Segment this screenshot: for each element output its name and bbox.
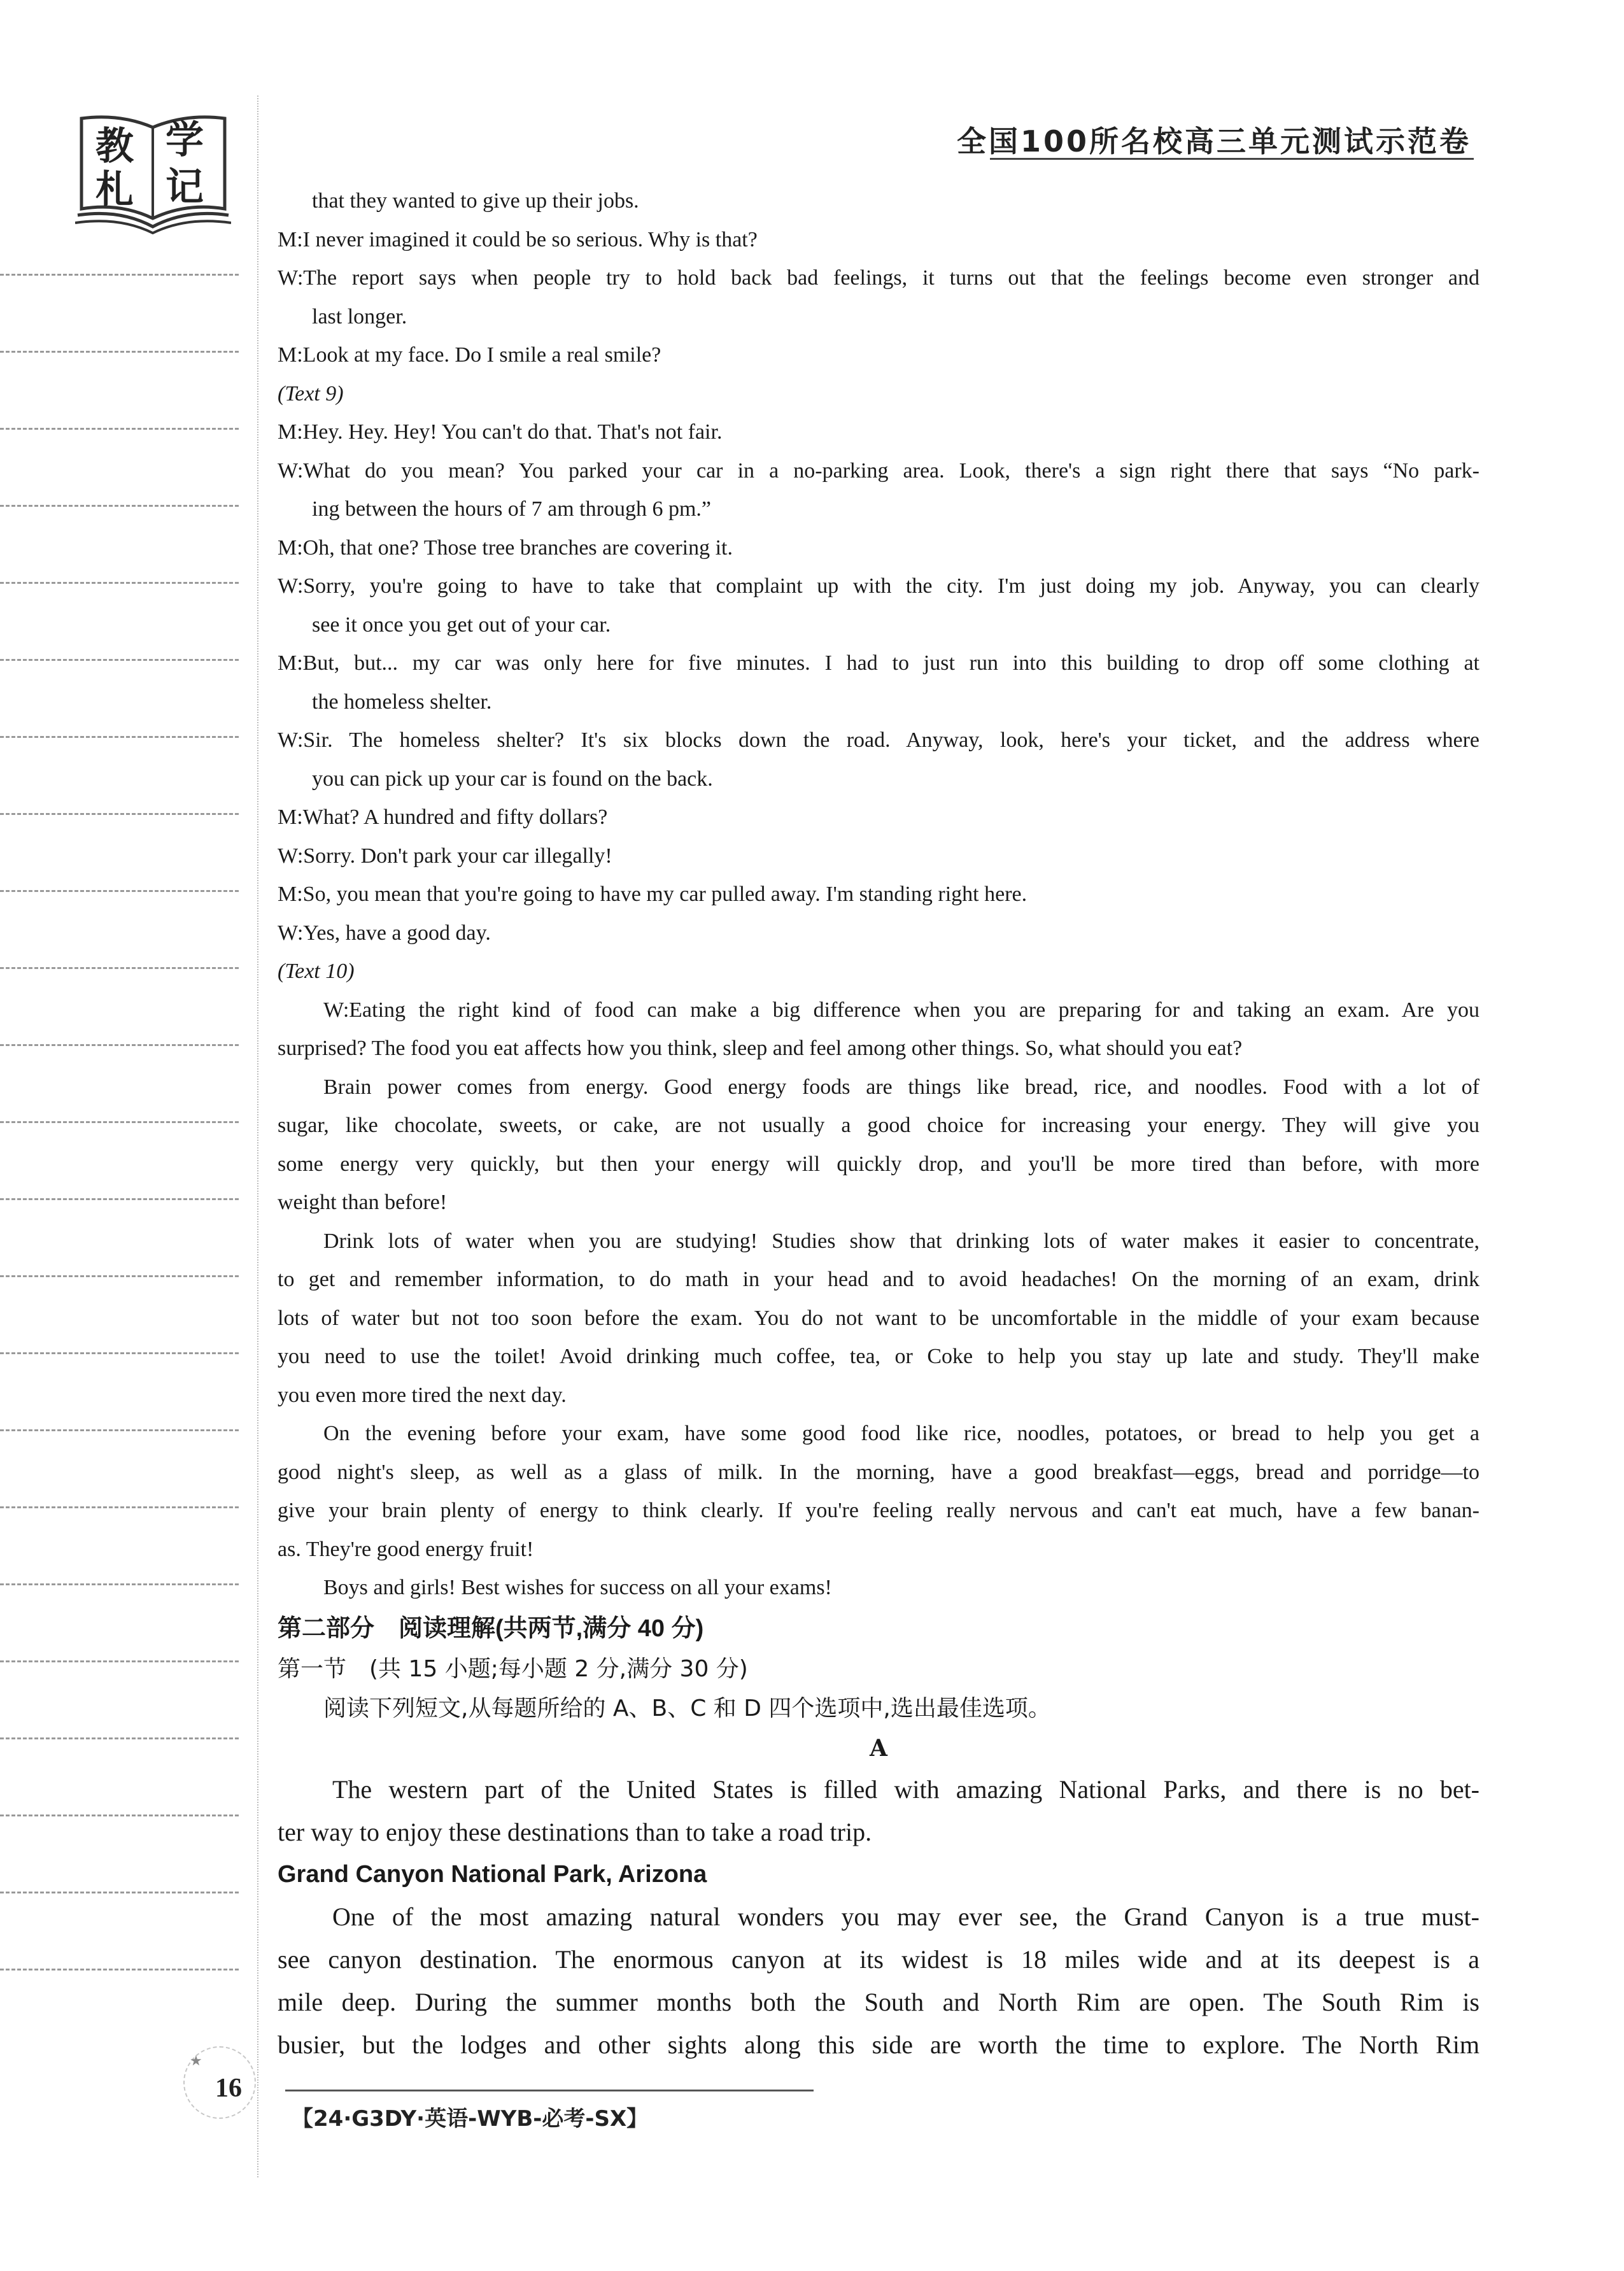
margin-note-line xyxy=(0,1121,239,1123)
margin-note-line xyxy=(0,1892,239,1893)
margin-note-line xyxy=(0,1737,239,1739)
text-line: that they wanted to give up their jobs. xyxy=(312,189,639,213)
text-line: M:What? A hundred and fifty dollars? xyxy=(278,805,608,829)
text-line: to get and remember information, to do math in your head and to avoid headaches! On the morning of an exam, drink xyxy=(278,1268,1479,1291)
text-line: W:Eating the right kind of food can make a big difference when you are preparing for and taking an exam. Are you xyxy=(323,998,1479,1022)
margin-note-line xyxy=(0,1429,239,1431)
text-line: On the evening before your exam, have some good food like rice, noodles, potatoes, or bread to help you get a xyxy=(323,1422,1479,1445)
margin-note-line xyxy=(0,428,239,430)
text-line: mile deep. During the summer months both the South and North Rim are open. The South Rim is xyxy=(278,1987,1479,2016)
margin-note-line xyxy=(0,1583,239,1585)
text-line: you can pick up your car is found on the back. xyxy=(312,767,713,791)
margin-note-line xyxy=(0,1198,239,1200)
page-number: 16 xyxy=(215,2074,242,2103)
text-line: One of the most amazing natural wonders you may ever see, the Grand Canyon is a true must- xyxy=(332,1902,1479,1931)
header-title: 全国100所名校高三单元测试示范卷 xyxy=(956,124,1471,159)
margin-note-line xyxy=(0,890,239,892)
text-line: busier, but the lodges and other sights along this side are worth the time to explore. The North Rim xyxy=(278,2030,1479,2059)
text-line: last longer. xyxy=(312,304,407,329)
margin-note-line xyxy=(0,505,239,507)
footer-code: 【24·G3DY·英语-WYB-必考-SX】 xyxy=(292,2106,649,2132)
text-line: M:I never imagined it could be so serious. Why is that? xyxy=(278,227,758,251)
passage-letter: A xyxy=(870,1734,887,1762)
text-line: you need to use the toilet! Avoid drinking much coffee, tea, or Coke to help you stay up late and study. They'll make xyxy=(278,1345,1479,1368)
reading-passage-intro xyxy=(278,1768,1479,1853)
margin-note-line xyxy=(0,967,239,969)
listening-transcript xyxy=(278,182,1479,1608)
footer-rule xyxy=(285,2090,814,2091)
part-heading: 第二部分 阅读理解(共两节,满分 40 分) xyxy=(278,1615,704,1642)
text-line: Brain power comes from energy. Good energy foods are things like bread, rice, and noodles. Food with a lot of xyxy=(323,1075,1479,1099)
logo-char: 学 xyxy=(166,118,204,162)
margin-note-line xyxy=(0,582,239,584)
text-line: good night's sleep, as well as a glass of milk. In the morning, have a good breakfast—eggs, bread and porridge—to xyxy=(278,1460,1479,1484)
text-line: W:What do you mean? You parked your car in a no-parking area. Look, there's a sign right there that says “No park- xyxy=(278,458,1479,483)
margin-note-line xyxy=(0,736,239,738)
text-line: you even more tired the next day. xyxy=(278,1383,567,1407)
text-line: ing between the hours of 7 am through 6 pm.” xyxy=(312,497,711,521)
text-line: lots of water but not too soon before the exam. You do not want to be uncomfortable in the middle of your exam because xyxy=(278,1306,1479,1330)
text-line: (Text 10) xyxy=(278,959,355,983)
header-rule xyxy=(990,158,1474,160)
margin-note-line xyxy=(0,1969,239,1970)
text-line: see canyon destination. The enormous canyon at its widest is 18 miles wide and at its deepest is a xyxy=(278,1944,1479,1974)
logo-char: 记 xyxy=(166,165,204,209)
reading-passage-body xyxy=(278,1895,1479,2066)
text-line: W:Sorry. Don't park your car illegally! xyxy=(278,844,612,868)
text-line: W:Sir. The homeless shelter? It's six blocks down the road. Anyway, look, here's your ticket, and the address where xyxy=(278,728,1479,752)
margin-note-line xyxy=(0,1815,239,1816)
logo-char: 札 xyxy=(95,167,134,212)
logo-char: 教 xyxy=(95,124,134,169)
text-line: M:Hey. Hey. Hey! You can't do that. That's not fair. xyxy=(278,420,723,444)
text-line: the homeless shelter. xyxy=(312,690,492,714)
text-line: Boys and girls! Best wishes for success on all your exams! xyxy=(323,1576,832,1599)
section-instruction: 阅读下列短文,从每题所给的 A、B、C 和 D 四个选项中,选出最佳选项。 xyxy=(323,1695,1051,1722)
margin-divider xyxy=(257,96,258,2177)
star-icon: ★ xyxy=(190,2053,202,2069)
text-line: give your brain plenty of energy to think clearly. If you're feeling really nervous and can't eat much, have a few banan- xyxy=(278,1499,1479,1522)
text-line: weight than before! xyxy=(278,1191,448,1214)
margin-note-line xyxy=(0,274,239,276)
text-line: W:The report says when people try to hold back bad feelings, it turns out that the feelings become even stronger and xyxy=(278,266,1479,290)
margin-note-line xyxy=(0,659,239,661)
text-line: M:Oh, that one? Those tree branches are covering it. xyxy=(278,535,733,560)
margin-note-line xyxy=(0,1044,239,1046)
text-line: W:Sorry, you're going to have to take that complaint up with the city. I'm just doing my job. Anyway, you can clearly xyxy=(278,574,1479,598)
margin-note-line xyxy=(0,1352,239,1354)
text-line: W:Yes, have a good day. xyxy=(278,921,491,945)
text-line: see it once you get out of your car. xyxy=(312,612,611,637)
text-line: M:Look at my face. Do I smile a real smile? xyxy=(278,343,661,367)
margin-note-line xyxy=(0,1660,239,1662)
text-line: some energy very quickly, but then your energy will quickly drop, and you'll be more tired than before, with more xyxy=(278,1152,1479,1176)
text-line: M:So, you mean that you're going to have my car pulled away. I'm standing right here. xyxy=(278,882,1027,906)
notebook-logo xyxy=(75,113,231,234)
text-line: M:But, but... my car was only here for five minutes. I had to just run into this building to drop off some clothing at xyxy=(278,651,1479,675)
margin-note-line xyxy=(0,351,239,353)
text-line: surprised? The food you eat affects how you think, sleep and feel among other things. So, what should you eat? xyxy=(278,1036,1243,1060)
text-line: as. They're good energy fruit! xyxy=(278,1537,534,1561)
margin-note-line xyxy=(0,813,239,815)
page-content xyxy=(278,182,1479,2066)
text-line: sugar, like chocolate, sweets, or cake, are not usually a good choice for increasing your energy. They will give you xyxy=(278,1114,1479,1137)
margin-note-line xyxy=(0,1275,239,1277)
margin-note-line xyxy=(0,1506,239,1508)
section-heading: 第一节 (共 15 小题;每小题 2 分,满分 30 分) xyxy=(278,1655,748,1682)
text-line: ter way to enjoy these destinations than to take a road trip. xyxy=(278,1817,872,1846)
text-line: Drink lots of water when you are studying! Studies show that drinking lots of water makes it easier to concentrate, xyxy=(323,1229,1479,1253)
text-line: (Text 9) xyxy=(278,381,344,406)
text-line: The western part of the United States is filled with amazing National Parks, and there is no bet- xyxy=(332,1774,1479,1804)
park-title: Grand Canyon National Park, Arizona xyxy=(278,1860,707,1888)
